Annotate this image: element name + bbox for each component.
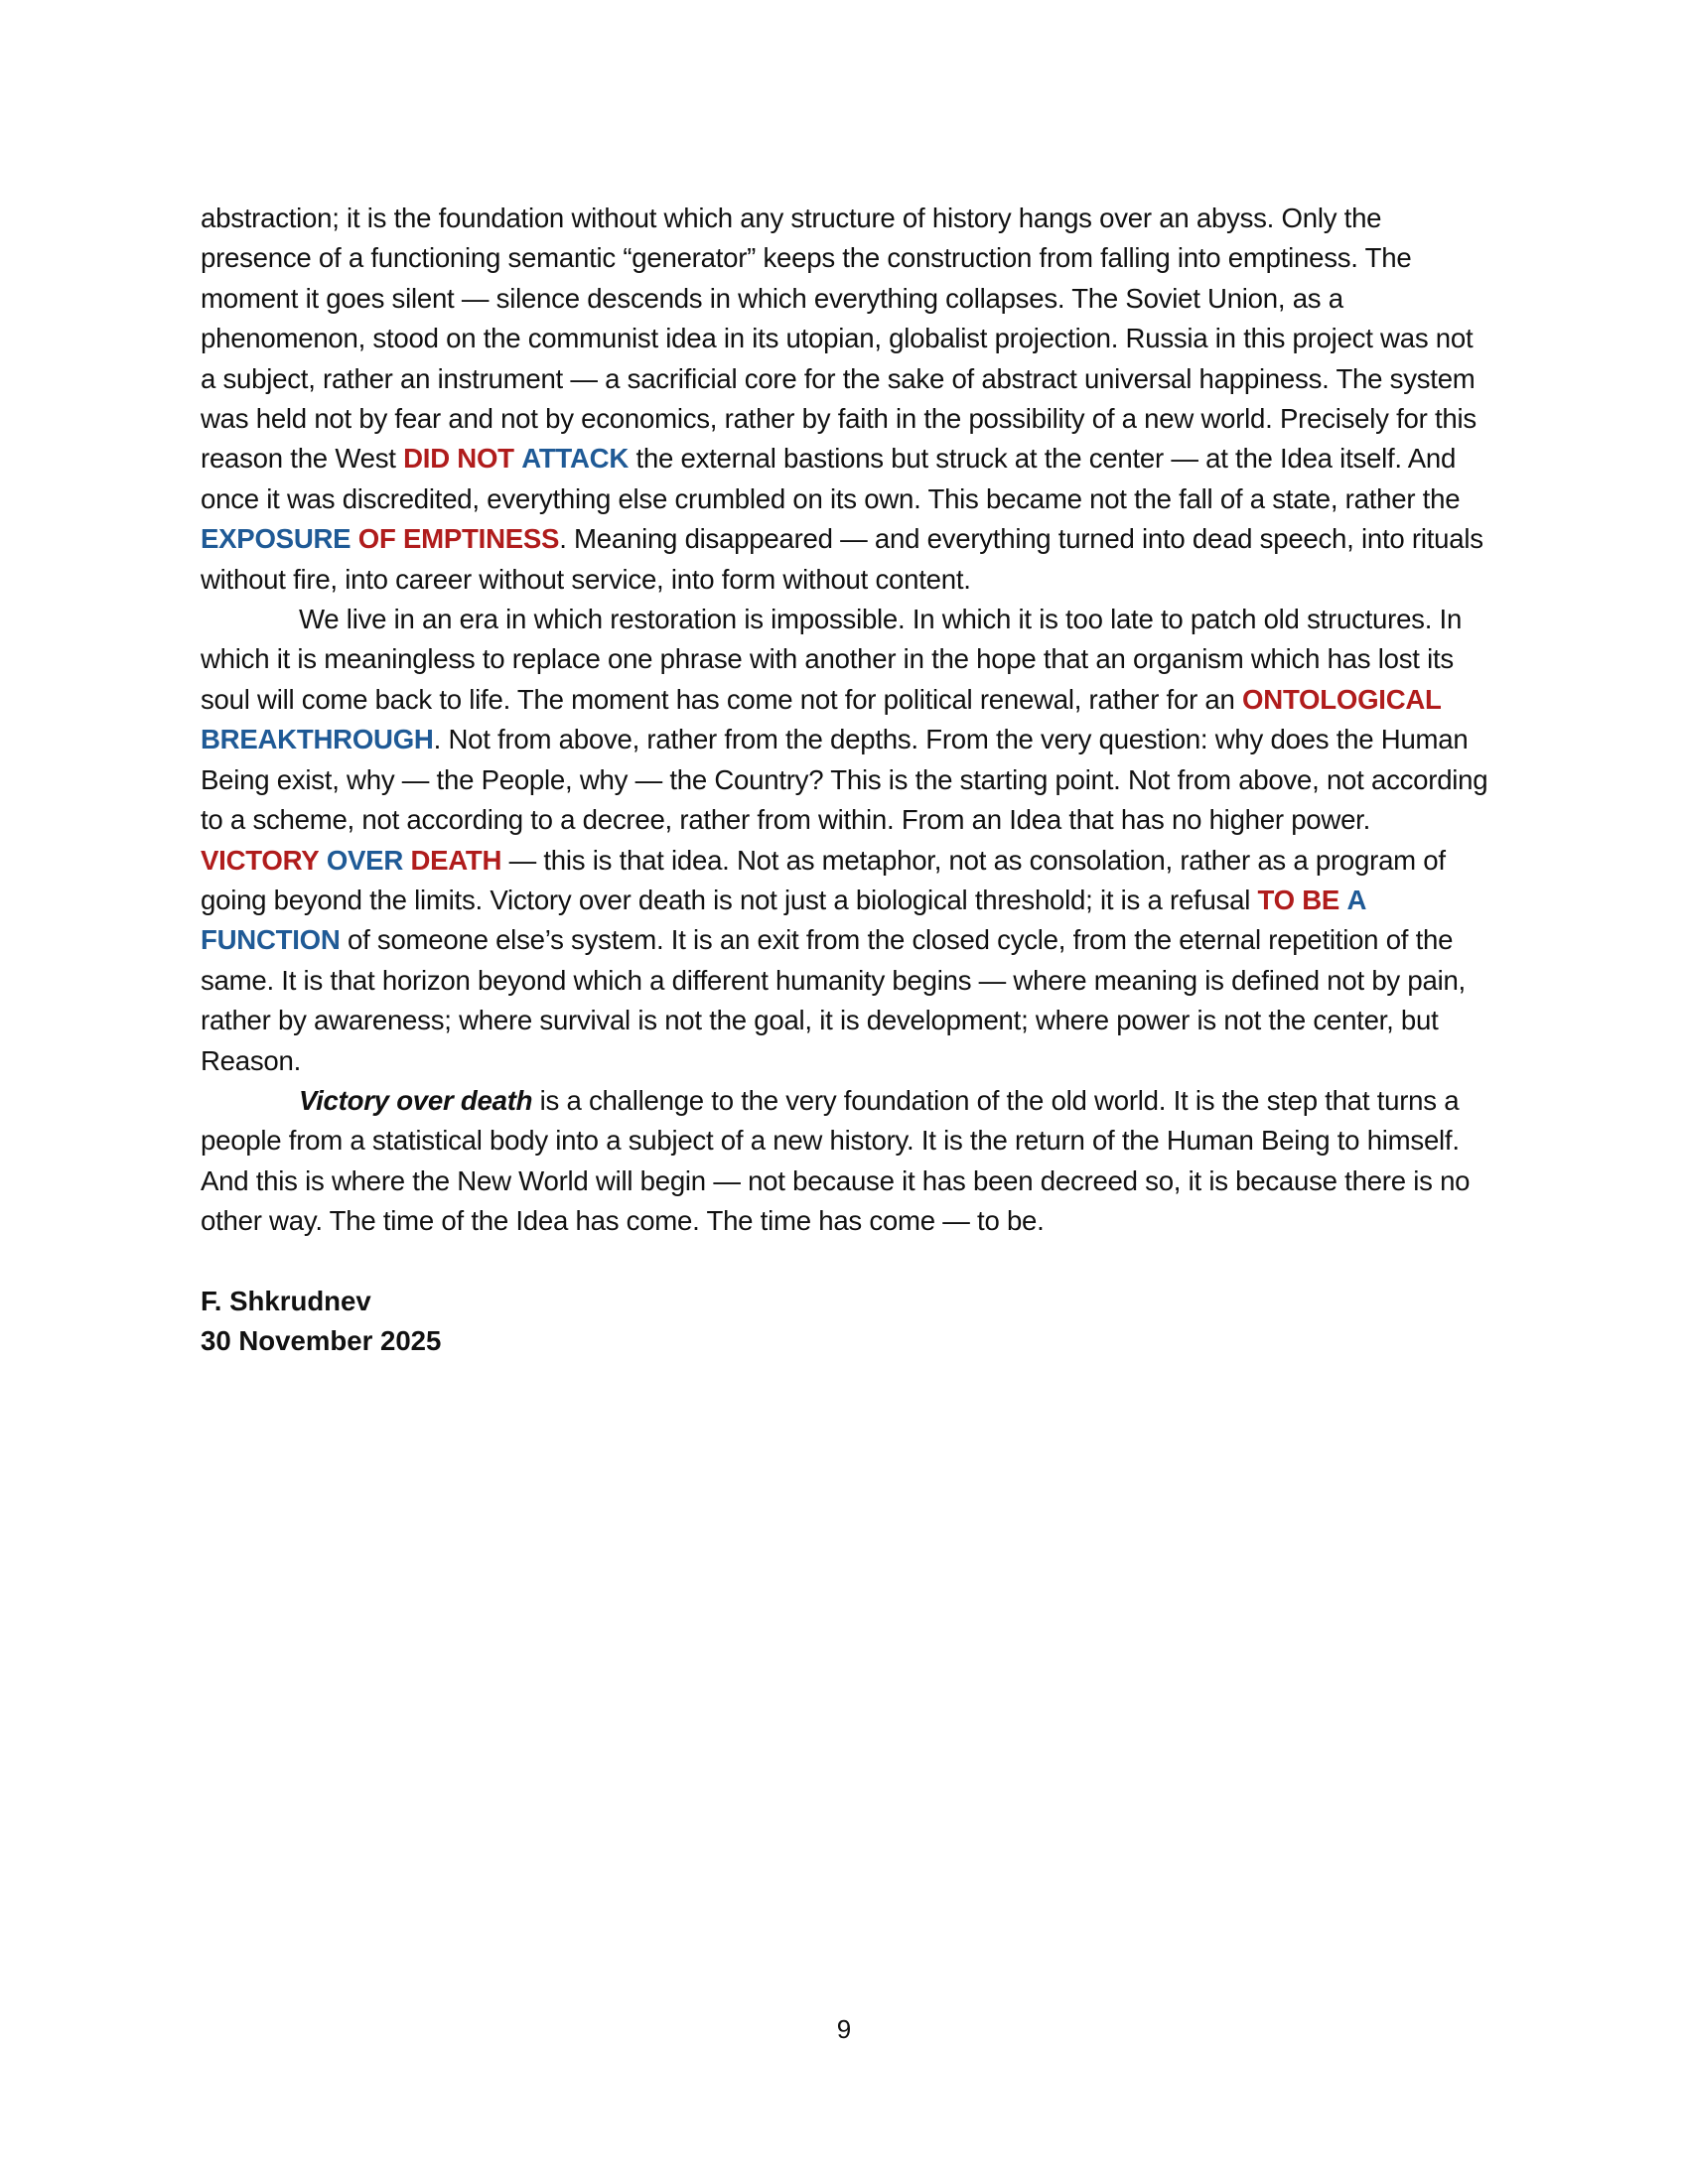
paragraph-p2 [201,600,1491,1081]
emphasis-blue: EXPOSURE [201,523,352,555]
text-run: abstraction; it is the foundation without which any structure of history hangs over an abyss. Only the presence of a functioning semantic “generator” keeps the construction from falling into emptiness. The moment it goes silent — silence descends in which everything collapses. The Soviet Union, as a phenomenon, stood on the communist idea in its utopian, globalist projection. Russia in this project was not a subject, rather an instrument — a sacrificial core for the sake of abstract universal happiness. The system was held not by fear and not by economics, rather by faith in the possibility of a new world. Precisely for this reason the West [201,203,1477,475]
emphasis-blue: ATTACK [521,443,630,475]
emphasis-red: VICTORY [201,844,320,876]
text-run [319,845,326,876]
text-run: of someone else’s system. It is an exit from the closed cycle, from the eternal repetition of the same. It is that horizon beyond which a different humanity begins — where meaning is defined not by pain, rather by awareness; where survival is not the goal, it is development; where power is not the center, but Reason. [201,924,1466,1076]
emphasis-bi: Victory over death [299,1084,533,1116]
text-run: is a challenge to the very foundation of the old world. It is the step that turns a people from a statistical body into a subject of a new history. It is the return of the Human Being to himself. And this is where the New World will begin — not because it has been decreed so, it is because there is no other way. The time of the Idea has come. The time has come — to be. [201,1084,1471,1237]
text-run: . Not from above, rather from the depths. From the very question: why does the Human Being exist, why — the People, why — the Country? This is the starting point. Not from above, not according to a scheme, not according to a decree, rather from within. From an Idea that has no higher power. [201,724,1488,836]
signature-block [201,1282,1491,1362]
emphasis-red: TO BE [1257,884,1340,915]
text-run [1339,885,1346,915]
document-page [201,199,1491,1361]
text-run: We live in an era in which restoration is impossible. In which it is too late to patch old structures. In which it is meaningless to replace one phrase with another in the hope that an organism which has lost its soul will come back to life. The moment has come not for political renewal, rather for an [201,604,1463,715]
text-run [351,523,357,554]
emphasis-blue: OVER [326,844,404,876]
paragraph-p1 [201,199,1491,600]
emphasis-red: OF EMPTINESS [357,523,560,555]
text-run: . Meaning disappeared — and everything turned into dead speech, into rituals without fire, into career without service, into form without content. [201,523,1483,595]
text-run: the external bastions but struck at the center — at the Idea itself. And once it was discredited, everything else crumbled on its own. This became not the fall of a state, rather the [201,443,1461,514]
page-number: 9 [836,2014,852,2044]
emphasis-blue: A FUNCTION [201,884,1366,956]
emphasis-blue: BREAKTHROUGH [201,724,434,755]
author-name: F. Shkrudnev [201,1285,371,1316]
text-run: — this is that idea. Not as metaphor, not as consolation, rather as a program of going beyond the limits. Victory over death is not just a biological threshold; it is a refusal [201,844,1446,915]
emphasis-red: DID NOT [403,443,514,475]
body-text [201,199,1491,1242]
signature-date: 30 November 2025 [201,1324,442,1356]
emphasis-red: DEATH [410,844,502,876]
emphasis-red: ONTOLOGICAL [1242,683,1442,715]
paragraph-p3 [201,1081,1491,1242]
